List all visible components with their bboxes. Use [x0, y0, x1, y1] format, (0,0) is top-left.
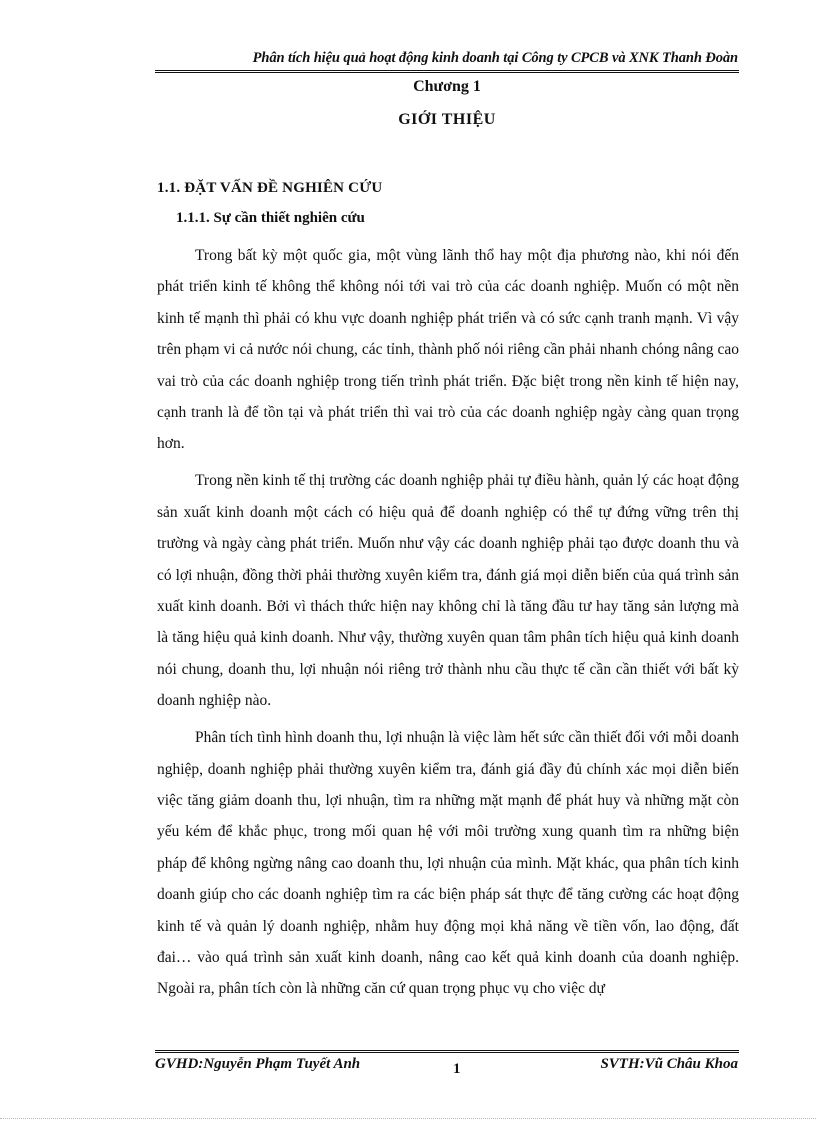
chapter-number: Chương 1	[413, 78, 481, 95]
page-edge-divider	[0, 1118, 816, 1119]
page-number: 1	[453, 1061, 461, 1077]
paragraph: Phân tích tình hình doanh thu, lợi nhuận là việc làm hết sức cần thiết đối với mỗi doanh nghiệp, doanh nghiệp phải thường xuyên kiểm tra, đánh giá đầy đủ chính xác mọi diễn biến việc tăng giảm doanh thu, lợi nhuận, tìm ra những mặt mạnh để phát huy và những mặt còn yếu kém để khắc phục, trong mối quan hệ với môi trường xung quanh tìm ra những biện pháp để không ngừng nâng cao doanh thu, lợi nhuận của mình. Mặt khác, qua phân tích kinh doanh giúp cho các doanh nghiệp tìm ra các biện pháp sát thực để tăng cường các hoạt động kinh tế và quản lý doanh nghiệp, nhằm huy động mọi khả năng về tiền vốn, lao động, đất đai… vào quá trình sản xuất kinh doanh, nâng cao kết quả kinh doanh của doanh nghiệp. Ngoài ra, phân tích còn là những căn cứ quan trọng phục vụ cho việc dự	[157, 729, 739, 998]
header-divider	[155, 70, 739, 73]
chapter-title: GIỚI THIỆU	[398, 111, 496, 128]
paragraph: Trong nền kinh tế thị trường các doanh nghiệp phải tự điều hành, quản lý các hoạt động sản xuất kinh doanh một cách có hiệu quả để doanh nghiệp có thể tự đứng vững trên thị trường và ngày càng phát triển. Muốn như vậy các doanh nghiệp phải tạo được doanh thu và có lợi nhuận, đồng thời phải thường xuyên kiểm tra, đánh giá mọi diễn biến của quá trình sản xuất kinh doanh. Bởi vì thách thức hiện nay không chỉ là tăng đầu tư hay tăng sản lượng mà là tăng hiệu quả kinh doanh. Như vậy, thường xuyên quan tâm phân tích hiệu quả kinh doanh nói chung, doanh thu, lợi nhuận nói riêng trở thành nhu cầu thực tế cần cần thiết với bất kỳ doanh nghiệp nào.	[157, 472, 739, 710]
footer-divider	[155, 1050, 739, 1053]
footer-student: SVTH:Vũ Châu Khoa	[600, 1056, 738, 1072]
running-header: Phân tích hiệu quả hoạt động kinh doanh tại Công ty CPCB và XNK Thanh Đoàn	[252, 50, 738, 66]
footer-advisor: GVHD:Nguyễn Phạm Tuyết Anh	[155, 1056, 361, 1072]
section-heading: 1.1. ĐẶT VẤN ĐỀ NGHIÊN CỨU	[157, 180, 383, 196]
body-text	[157, 240, 739, 1010]
paragraph: Trong bất kỳ một quốc gia, một vùng lãnh thổ hay một địa phương nào, khi nói đến phát triển kinh tế không thể không nói tới vai trò của các doanh nghiệp. Muốn có một nền kinh tế mạnh thì phải có khu vực doanh nghiệp phát triển và có sức cạnh tranh mạnh. Vì vậy trên phạm vi cả nước nói chung, các tỉnh, thành phố nói riêng cần phải nhanh chóng nâng cao vai trò của các doanh nghiệp trong tiến trình phát triển. Đặc biệt trong nền kinh tế hiện nay, cạnh tranh là để tồn tại và phát triển thì vai trò của các doanh nghiệp ngày càng quan trọng hơn.	[157, 247, 739, 453]
subsection-heading: 1.1.1. Sự cần thiết nghiên cứu	[176, 210, 365, 226]
